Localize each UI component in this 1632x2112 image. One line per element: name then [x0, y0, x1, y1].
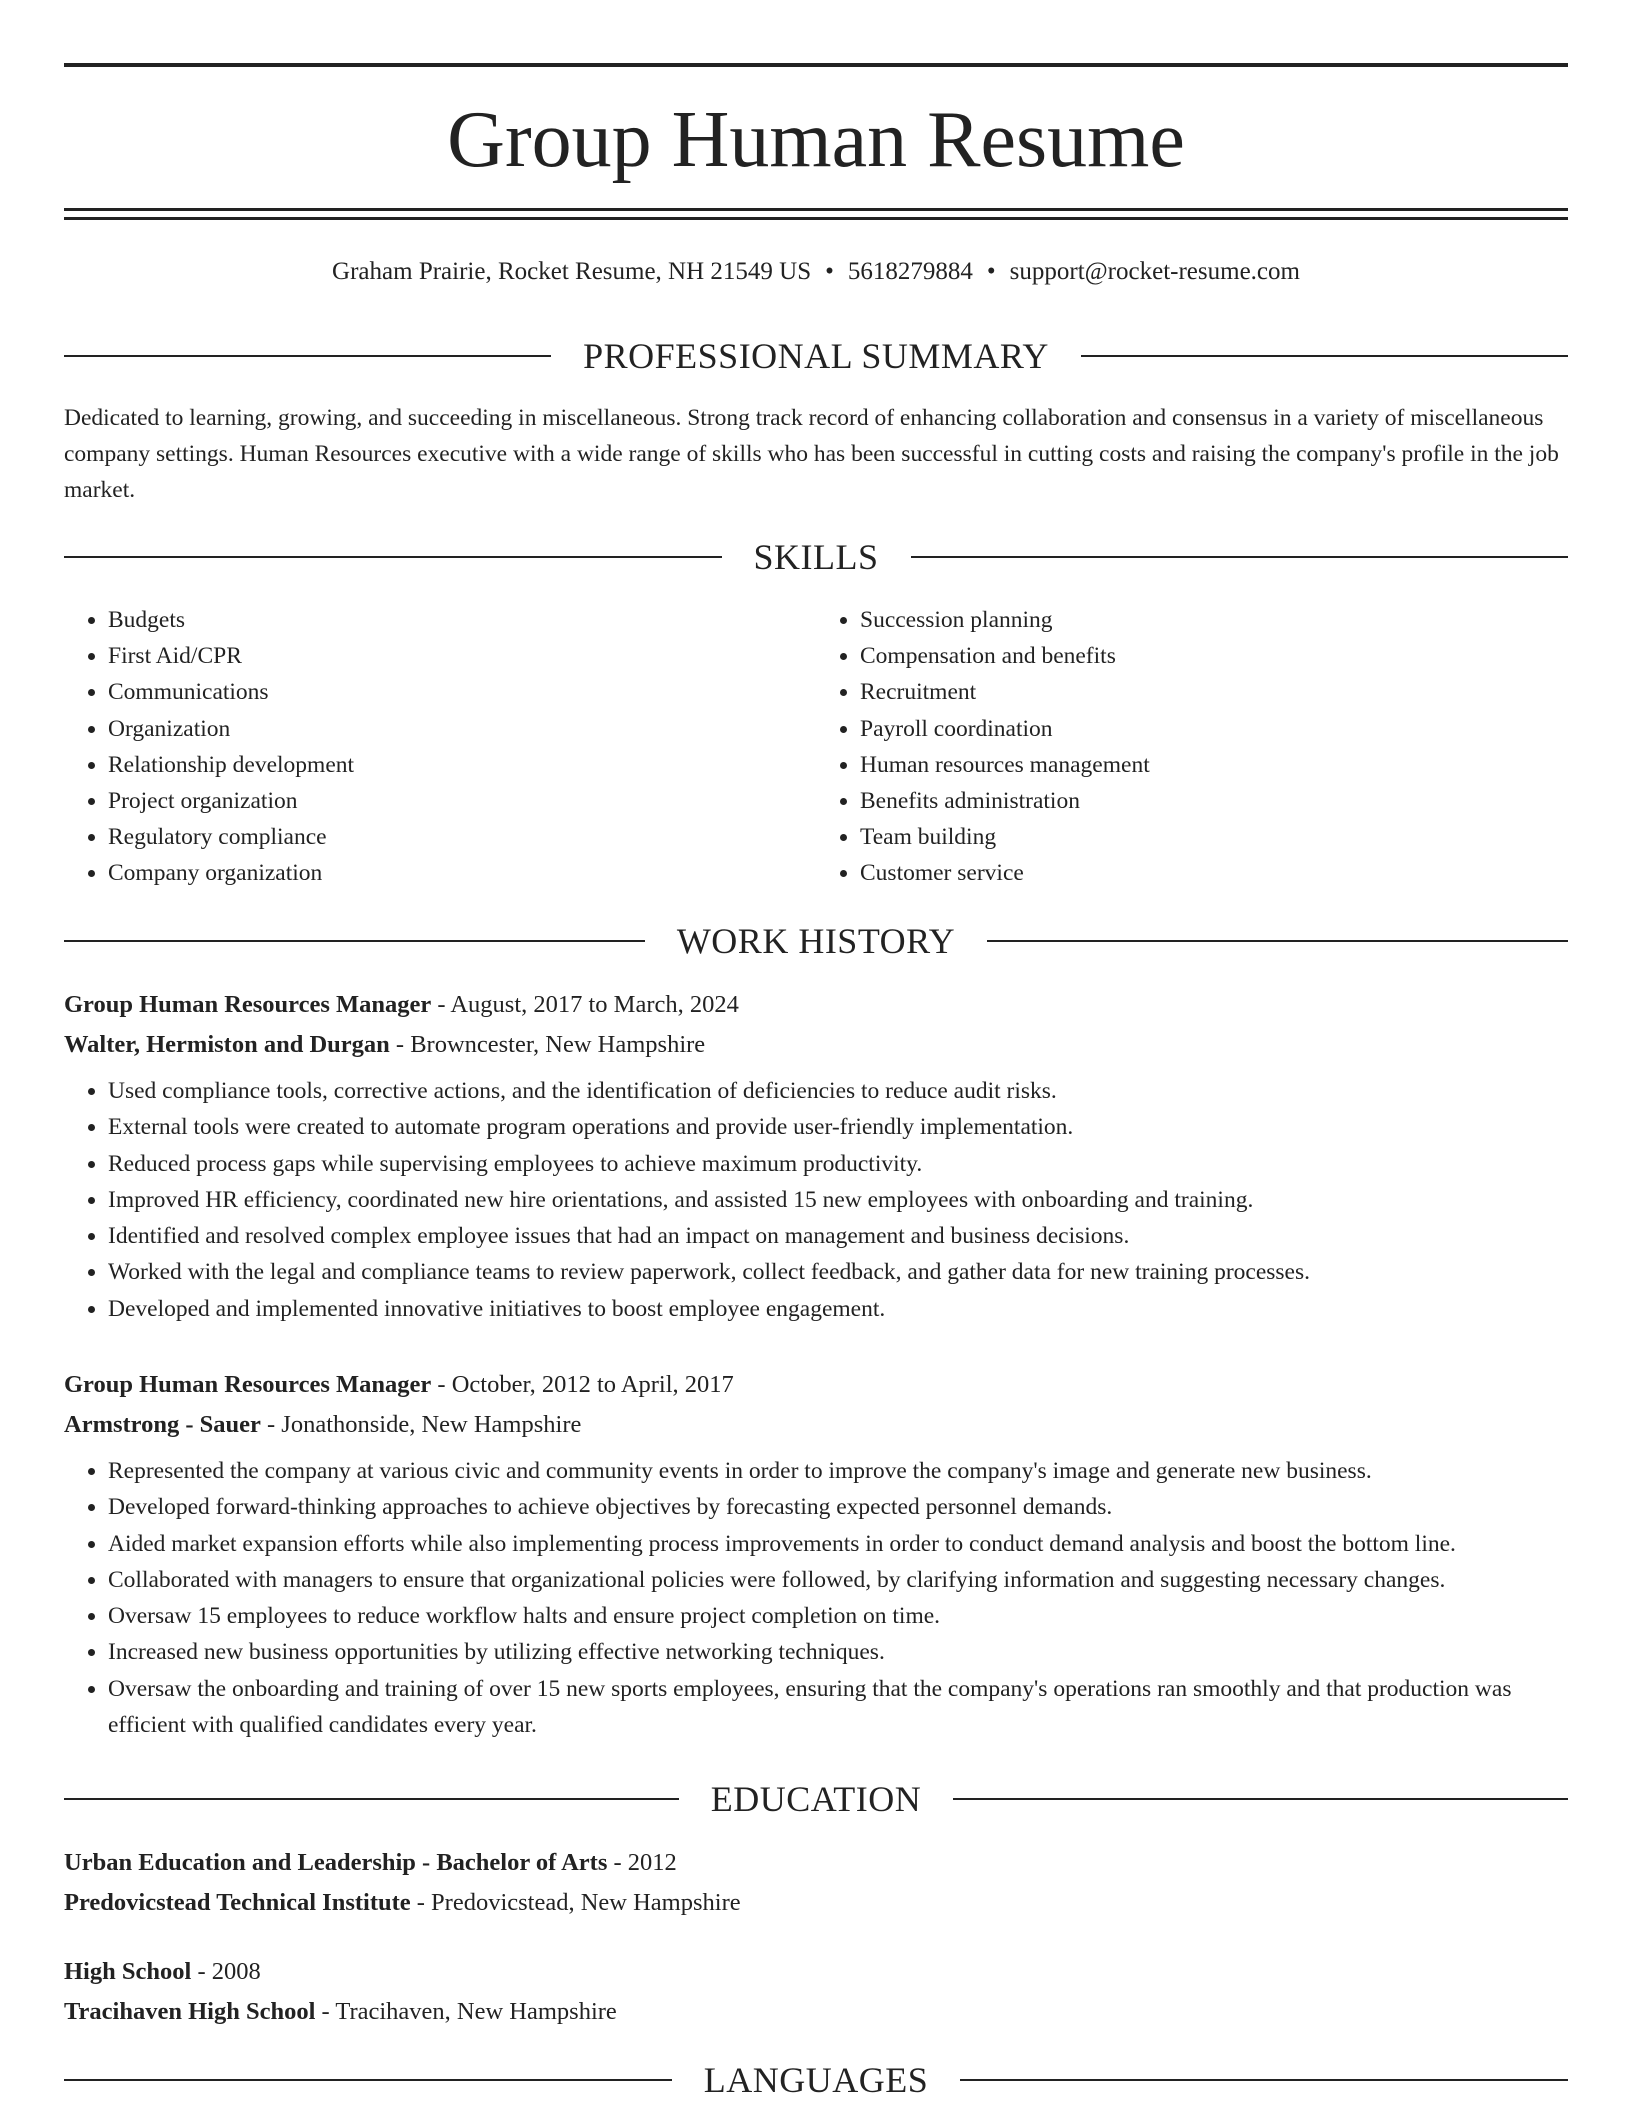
- heading-rule-left: [64, 1798, 679, 1800]
- section-heading-work: [64, 919, 1568, 963]
- job-dates: - October, 2012 to April, 2017: [431, 1371, 734, 1398]
- heading-rule-right: [960, 2079, 1568, 2081]
- job-bullet: • Used compliance tools, corrective actions, and the identification of deficiencies to reduce audit risks.: [108, 1073, 1568, 1109]
- skill-item: • Human resources management: [860, 747, 1568, 783]
- job-title: Group Human Resources Manager: [64, 1371, 432, 1398]
- education-degree-row: [64, 1843, 1568, 1883]
- work-entry: [64, 1365, 1568, 1743]
- skill-item: • Budgets: [108, 602, 816, 638]
- contact-address: Graham Prairie, Rocket Resume, NH 21549 US: [332, 258, 812, 285]
- job-company: Walter, Hermiston and Durgan: [64, 1031, 390, 1058]
- heading-rule-right: [953, 1798, 1568, 1800]
- skill-item: • Company organization: [108, 855, 816, 891]
- education-degree: Urban Education and Leadership - Bachelor of Arts: [64, 1849, 608, 1876]
- job-bullet: • External tools were created to automate program operations and provide user-friendly implementation.: [108, 1109, 1568, 1145]
- heading-rule-right: [911, 556, 1569, 558]
- job-title-row: [64, 1365, 1568, 1405]
- education-entry: [64, 1843, 1568, 1923]
- skills-column-right: [816, 602, 1568, 892]
- education-school: Predovicstead Technical Institute: [64, 1889, 411, 1916]
- education-degree-row: [64, 1952, 1568, 1992]
- job-bullet: • Developed and implemented innovative initiatives to boost employee engagement.: [108, 1291, 1568, 1327]
- skills-column-left: [64, 602, 816, 892]
- education-school: Tracihaven High School: [64, 1998, 316, 2025]
- job-dates: - August, 2017 to March, 2024: [431, 991, 739, 1018]
- skill-item: • Payroll coordination: [860, 711, 1568, 747]
- job-company: Armstrong - Sauer: [64, 1411, 261, 1438]
- job-bullet: • Identified and resolved complex employee issues that had an impact on management and business decisions.: [108, 1218, 1568, 1254]
- skill-item: • Team building: [860, 819, 1568, 855]
- section-title: PROFESSIONAL SUMMARY: [583, 336, 1049, 376]
- education-school-row: [64, 1883, 1568, 1923]
- education-location: - Predovicstead, New Hampshire: [410, 1889, 741, 1916]
- job-location: - Browncester, New Hampshire: [389, 1031, 706, 1058]
- job-title-row: [64, 985, 1568, 1025]
- skill-item: • Regulatory compliance: [108, 819, 816, 855]
- heading-rule-left: [64, 556, 722, 558]
- contact-line: [64, 255, 1568, 289]
- contact-phone: 5618279884: [847, 258, 973, 285]
- skill-item: • Customer service: [860, 855, 1568, 891]
- work-entry: [64, 985, 1568, 1327]
- job-bullet: • Increased new business opportunities by utilizing effective networking techniques.: [108, 1634, 1568, 1670]
- section-title: EDUCATION: [710, 1779, 922, 1819]
- section-heading-skills: [64, 535, 1568, 579]
- skill-item: • Relationship development: [108, 747, 816, 783]
- job-bullet: • Improved HR efficiency, coordinated new hire orientations, and assisted 15 new employees with onboarding and training.: [108, 1182, 1568, 1218]
- job-company-row: [64, 1025, 1568, 1065]
- education-degree: High School: [64, 1958, 192, 1985]
- skill-item: • Recruitment: [860, 674, 1568, 710]
- job-bullets: [64, 1453, 1568, 1743]
- job-bullet: • Oversaw the onboarding and training of over 15 new sports employees, ensuring that the company's operations ran smoothly and that production was efficient with qualified candidates every year.: [108, 1671, 1568, 1744]
- job-bullet: • Collaborated with managers to ensure that organizational policies were followed, by clarifying information and suggesting necessary changes.: [108, 1562, 1568, 1598]
- section-heading-languages: [64, 2058, 1568, 2102]
- section-title: WORK HISTORY: [676, 921, 956, 961]
- education-year: - 2012: [607, 1849, 677, 1876]
- skills-list: [64, 602, 1568, 892]
- skill-item: • Organization: [108, 711, 816, 747]
- job-bullet: • Developed forward-thinking approaches to achieve objectives by forecasting expected personnel demands.: [108, 1489, 1568, 1525]
- job-company-row: [64, 1405, 1568, 1445]
- job-bullet: • Aided market expansion efforts while also implementing process improvements in order to conduct demand analysis and boost the bottom line.: [108, 1526, 1568, 1562]
- contact-email: support@rocket-resume.com: [1009, 258, 1300, 285]
- education-school-row: [64, 1992, 1568, 2032]
- resume-title: Group Human Resume: [447, 96, 1185, 184]
- title-double-rule: [64, 208, 1568, 220]
- education-location: - Tracihaven, New Hampshire: [315, 1998, 617, 2025]
- section-title: LANGUAGES: [703, 2060, 929, 2100]
- job-title: Group Human Resources Manager: [64, 991, 432, 1018]
- skill-item: • Project organization: [108, 783, 816, 819]
- job-bullet: • Reduced process gaps while supervising employees to achieve maximum productivity.: [108, 1146, 1568, 1182]
- top-rule: [64, 63, 1568, 67]
- contact-separator: •: [825, 258, 834, 285]
- heading-rule-left: [64, 940, 645, 942]
- job-bullet: • Represented the company at various civic and community events in order to improve the company's image and generate new business.: [108, 1453, 1568, 1489]
- skill-item: • Succession planning: [860, 602, 1568, 638]
- summary-text: Dedicated to learning, growing, and succeeding in miscellaneous. Strong track record of enhancing collaboration and consensus in a variety of miscellaneous company settings. Human Resources executive with a wide range of skills who has been successful in cutting costs and raising the company's profile in the job market.: [64, 405, 1559, 503]
- skill-item: • Benefits administration: [860, 783, 1568, 819]
- section-title: SKILLS: [753, 537, 879, 577]
- skill-item: • Compensation and benefits: [860, 638, 1568, 674]
- heading-rule-right: [1081, 355, 1568, 357]
- education-entry: [64, 1952, 1568, 2032]
- skill-item: • First Aid/CPR: [108, 638, 816, 674]
- skill-item: • Communications: [108, 674, 816, 710]
- heading-rule-left: [64, 355, 551, 357]
- section-heading-summary: [64, 334, 1568, 378]
- job-bullets: [64, 1073, 1568, 1327]
- job-bullet: • Worked with the legal and compliance teams to review paperwork, collect feedback, and gather data for new training processes.: [108, 1254, 1568, 1290]
- contact-separator: •: [986, 258, 996, 285]
- job-location: - Jonathonside, New Hampshire: [260, 1411, 582, 1438]
- education-year: - 2008: [191, 1958, 261, 1985]
- heading-rule-right: [987, 940, 1568, 942]
- section-heading-education: [64, 1777, 1568, 1821]
- heading-rule-left: [64, 2079, 672, 2081]
- job-bullet: • Oversaw 15 employees to reduce workflow halts and ensure project completion on time.: [108, 1598, 1568, 1634]
